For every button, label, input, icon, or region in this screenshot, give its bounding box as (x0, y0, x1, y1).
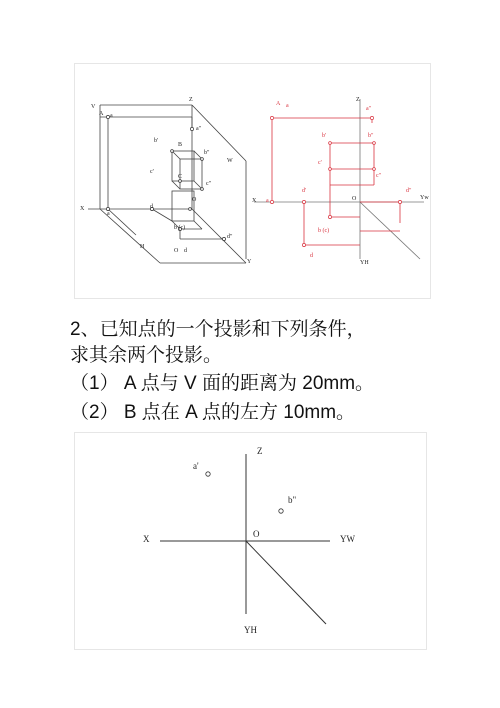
fig1-right-b-pp: b" (368, 133, 374, 139)
fig2-yh: YH (244, 625, 257, 635)
fig1-left-bc: b (c) (174, 225, 186, 231)
fig1-left-b-p: b' (154, 138, 159, 144)
fig1-right-c-p: c' (318, 160, 322, 166)
fig1-left-d-h: d (150, 204, 153, 210)
fig1-right-a-h: a (266, 198, 269, 204)
fig1-left-y: Y (247, 259, 252, 265)
question-line-3: （1） A 点与 V 面的距离为 20mm。 (70, 373, 375, 394)
fig1-left-v: V (91, 104, 96, 110)
fig1-left-c-p: c' (150, 169, 154, 175)
figure1-left-drawing (74, 63, 264, 299)
fig1-right-a-pp: a" (366, 106, 372, 112)
fig1-right-c-pp: c" (376, 173, 382, 179)
fig1-left-o: O (192, 197, 197, 203)
fig2-z: Z (257, 446, 263, 456)
fig1-right-a-small: a (286, 103, 289, 109)
fig1-left-a-pp: a" (196, 126, 202, 132)
fig1-left-w: W (227, 158, 233, 164)
fig1-left-h: H (140, 244, 145, 250)
fig1-right-a-top: A (276, 101, 281, 107)
figure1-right-drawing (250, 63, 430, 299)
fig1-left-c-pp: c" (206, 181, 212, 187)
fig1-right-d-p: d' (302, 188, 307, 194)
fig2-x: X (143, 534, 150, 544)
fig1-left-z: Z (189, 97, 193, 103)
fig1-right-yh: YH (360, 260, 369, 266)
figure2-drawing (74, 432, 427, 650)
fig1-right-yw: Yw (420, 195, 429, 201)
fig1-left-b-small: B (178, 142, 183, 148)
fig1-right-d-h: d (310, 253, 313, 259)
fig1-left-a-small: a (110, 113, 113, 119)
fig2-yw: YW (340, 534, 355, 544)
fig1-right-bc: b (c) (318, 228, 330, 234)
fig2-a-pp: a' (193, 461, 199, 471)
question-line-2: 求其余两个投影。 (70, 345, 223, 366)
fig1-left-a-top: A (99, 111, 104, 117)
fig1-right-d-pp: d" (406, 188, 412, 194)
fig1-left-d-pp: d" (227, 234, 233, 240)
fig2-o: O (253, 529, 260, 539)
fig1-right-o: O (352, 196, 357, 202)
fig1-left-b-pp: b" (204, 150, 210, 156)
question-line-4: （2） B 点在 A 点的左方 10mm。 (70, 402, 356, 423)
fig1-right-x: X (252, 198, 257, 204)
fig1-right-b-p: b' (322, 133, 327, 139)
fig1-left-d-small: d (184, 248, 187, 254)
fig1-left-c-small: C (178, 174, 183, 180)
fig1-right-z: Z (356, 97, 360, 103)
fig1-left-o-small: O (174, 248, 179, 254)
question-line-1: 2、已知点的一个投影和下列条件， (70, 319, 366, 340)
fig1-left-x: X (80, 206, 85, 212)
fig2-b-pp: b" (288, 495, 297, 505)
fig1-left-a-h: a (107, 211, 110, 217)
